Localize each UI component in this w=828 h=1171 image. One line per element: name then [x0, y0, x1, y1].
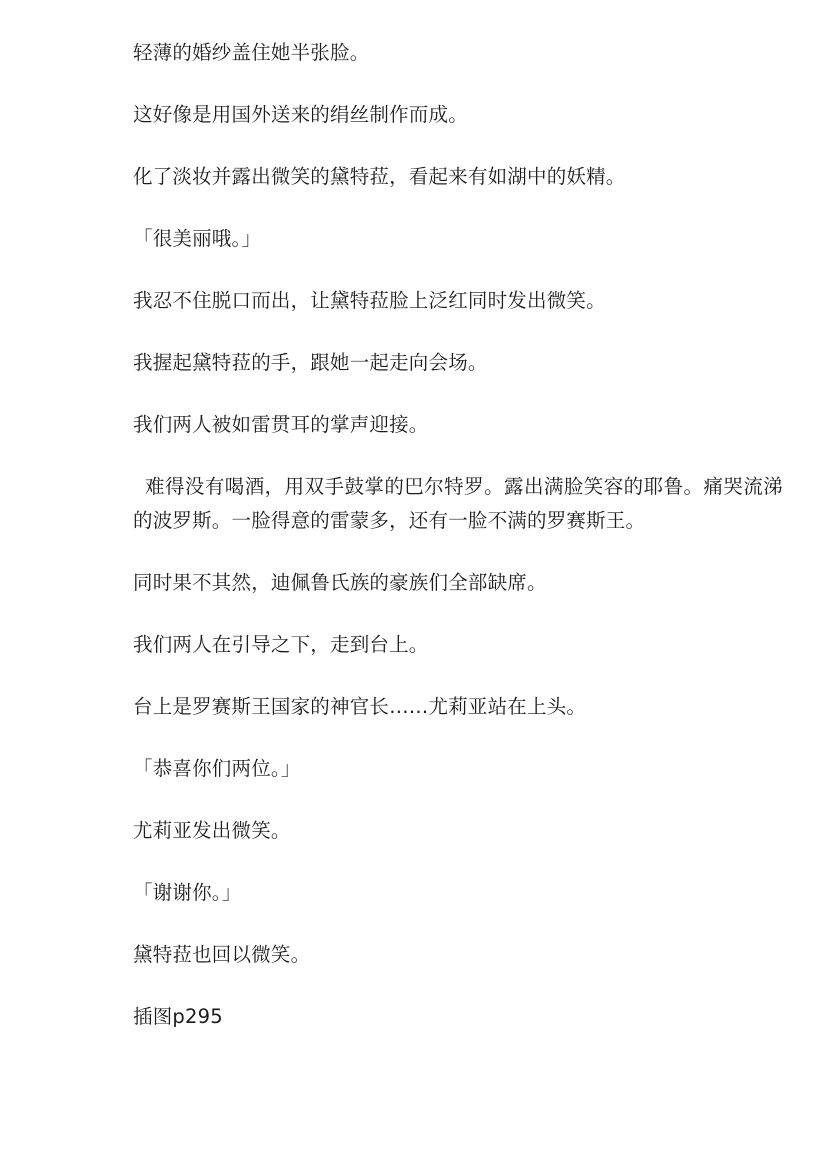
paragraph: 我忍不住脱口而出，让黛特菈脸上泛红同时发出微笑。 [133, 289, 606, 312]
paragraph: 难得没有喝酒，用双手鼓掌的巴尔特罗。露出满脸笑容的耶鲁。痛哭流涕的波罗斯。一脸得意的雷蒙多，还有一脸不满的罗赛斯王。 [133, 475, 783, 532]
paragraph-dialogue: 「恭喜你们两位。」 [133, 757, 301, 780]
document-body [133, 36, 783, 1034]
illustration-caption: 插图p295 [133, 1005, 223, 1028]
paragraph-dialogue: 「谢谢你。」 [133, 881, 242, 904]
paragraph: 轻薄的婚纱盖住她半张脸。 [133, 41, 370, 64]
paragraph: 同时果不其然，迪佩鲁氏族的豪族们全部缺席。 [133, 571, 547, 594]
paragraph: 黛特菈也回以微笑。 [133, 943, 311, 966]
paragraph: 台上是罗赛斯王国家的神官长……尤莉亚站在上头。 [133, 695, 587, 718]
paragraph: 我们两人在引导之下，走到台上。 [133, 633, 429, 656]
paragraph: 这好像是用国外送来的绢丝制作而成。 [133, 103, 468, 126]
paragraph-dialogue: 「很美丽哦。」 [133, 227, 262, 250]
paragraph: 我们两人被如雷贯耳的掌声迎接。 [133, 413, 429, 436]
paragraph: 我握起黛特菈的手，跟她一起走向会场。 [133, 351, 488, 374]
paragraph: 化了淡妆并露出微笑的黛特菈，看起来有如湖中的妖精。 [133, 165, 626, 188]
paragraph: 尤莉亚发出微笑。 [133, 819, 291, 842]
